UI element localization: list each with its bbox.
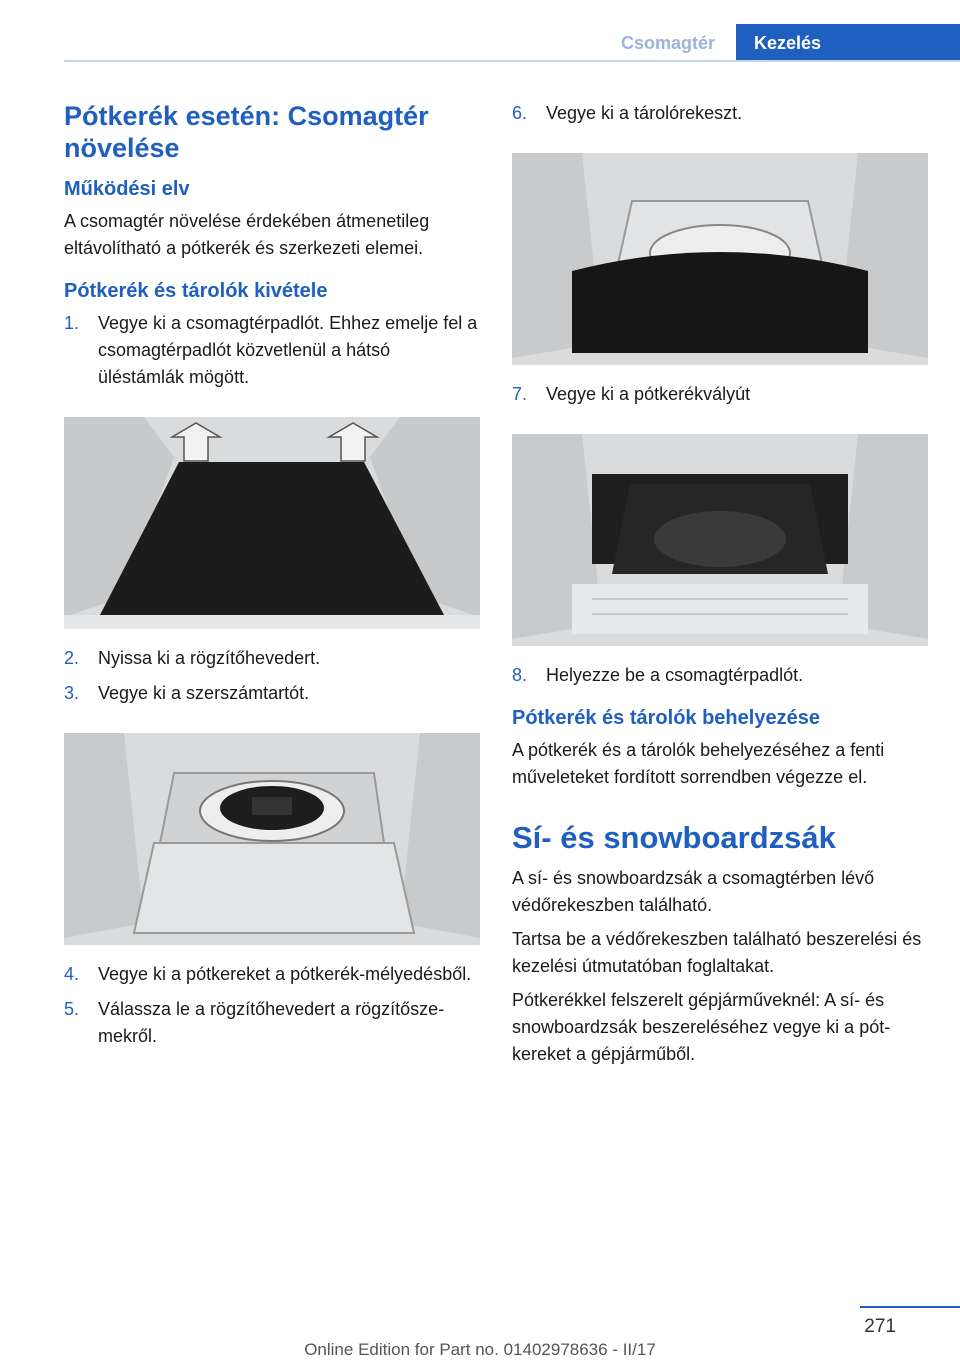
header-section-tab: Csomagtér — [620, 33, 716, 53]
step-4 — [64, 961, 480, 988]
left-column — [64, 100, 480, 1058]
step-number: 3. — [64, 683, 80, 703]
step-1 — [64, 310, 480, 391]
ski-bag-text-1: A sí- és snowboardzsák a csomagtérben lévő védőrekeszben található. — [512, 868, 875, 915]
step-3 — [64, 680, 480, 707]
ski-bag-text-3: Pótkerékkel felszerelt gépjárműveknél: A sí- és snowboardzsák beszereléséhez vegye ki a pótkereket a gépjárműből. — [512, 990, 891, 1064]
spare-wheel-well-illustration — [512, 434, 928, 646]
step-number: 8. — [512, 665, 528, 685]
step-text: Nyissa ki a rögzítőhevedert. — [98, 648, 321, 668]
step-number: 6. — [512, 103, 528, 123]
principle-text: A csomagtér növelése érdekében átmenetileg eltávolítható a pótkerék és szerkezeti elemei. — [64, 211, 430, 258]
step-number: 1. — [64, 313, 80, 333]
step-6 — [512, 100, 928, 127]
step-text: Vegye ki a pótkereket a pótkerék-mélyedésből. — [98, 964, 472, 984]
step-number: 5. — [64, 999, 80, 1019]
right-column — [512, 100, 928, 1075]
principle-heading: Működési elv — [64, 178, 190, 200]
trunk-floor-lift-illustration — [64, 417, 480, 629]
step-5 — [64, 996, 480, 1050]
step-2 — [64, 645, 480, 672]
header-chapter-tab: Kezelés — [736, 24, 960, 62]
step-number: 2. — [64, 648, 80, 668]
step-number: 7. — [512, 384, 528, 404]
page-title: Pótkerék esetén: Csomagtér növelése — [64, 101, 429, 163]
footer-rule — [860, 1306, 960, 1308]
ski-bag-text-2: Tartsa be a védőrekeszben található beszerelési és kezelési útmutatóban foglaltakat. — [512, 929, 922, 976]
step-text: Vegye ki a pótkerékvályút — [546, 384, 751, 404]
step-number: 4. — [64, 964, 80, 984]
page-number: 271 — [864, 1316, 896, 1337]
removal-heading: Pótkerék és tárolók kivétele — [64, 280, 328, 302]
edition-footer: Online Edition for Part no. 01402978636 - II/17 — [304, 1340, 656, 1359]
step-7 — [512, 381, 928, 408]
tool-holder-illustration — [64, 733, 480, 945]
step-text: Helyezze be a csomagtérpadlót. — [546, 665, 804, 685]
step-8 — [512, 662, 928, 689]
step-text: Válassza le a rögzítőhevedert a rögzítőszemekről. — [98, 999, 445, 1046]
ski-bag-heading: Sí- és snowboardzsák — [512, 820, 836, 855]
step-text: Vegye ki a tárolórekeszt. — [546, 103, 743, 123]
step-text: Vegye ki a szerszámtartót. — [98, 683, 310, 703]
install-text: A pótkerék és a tárolók behelyezéséhez a fenti műveleteket fordított sorrendben végezze el. — [512, 740, 885, 787]
header-rule — [64, 60, 960, 62]
install-heading: Pótkerék és tárolók behelyezése — [512, 707, 820, 729]
storage-compartment-illustration — [512, 153, 928, 365]
step-text: Vegye ki a csomagtérpadlót. Ehhez emelje fel a csomagtérpadlót közvetlenül a hátsó üléstámlák mögött. — [98, 313, 478, 387]
